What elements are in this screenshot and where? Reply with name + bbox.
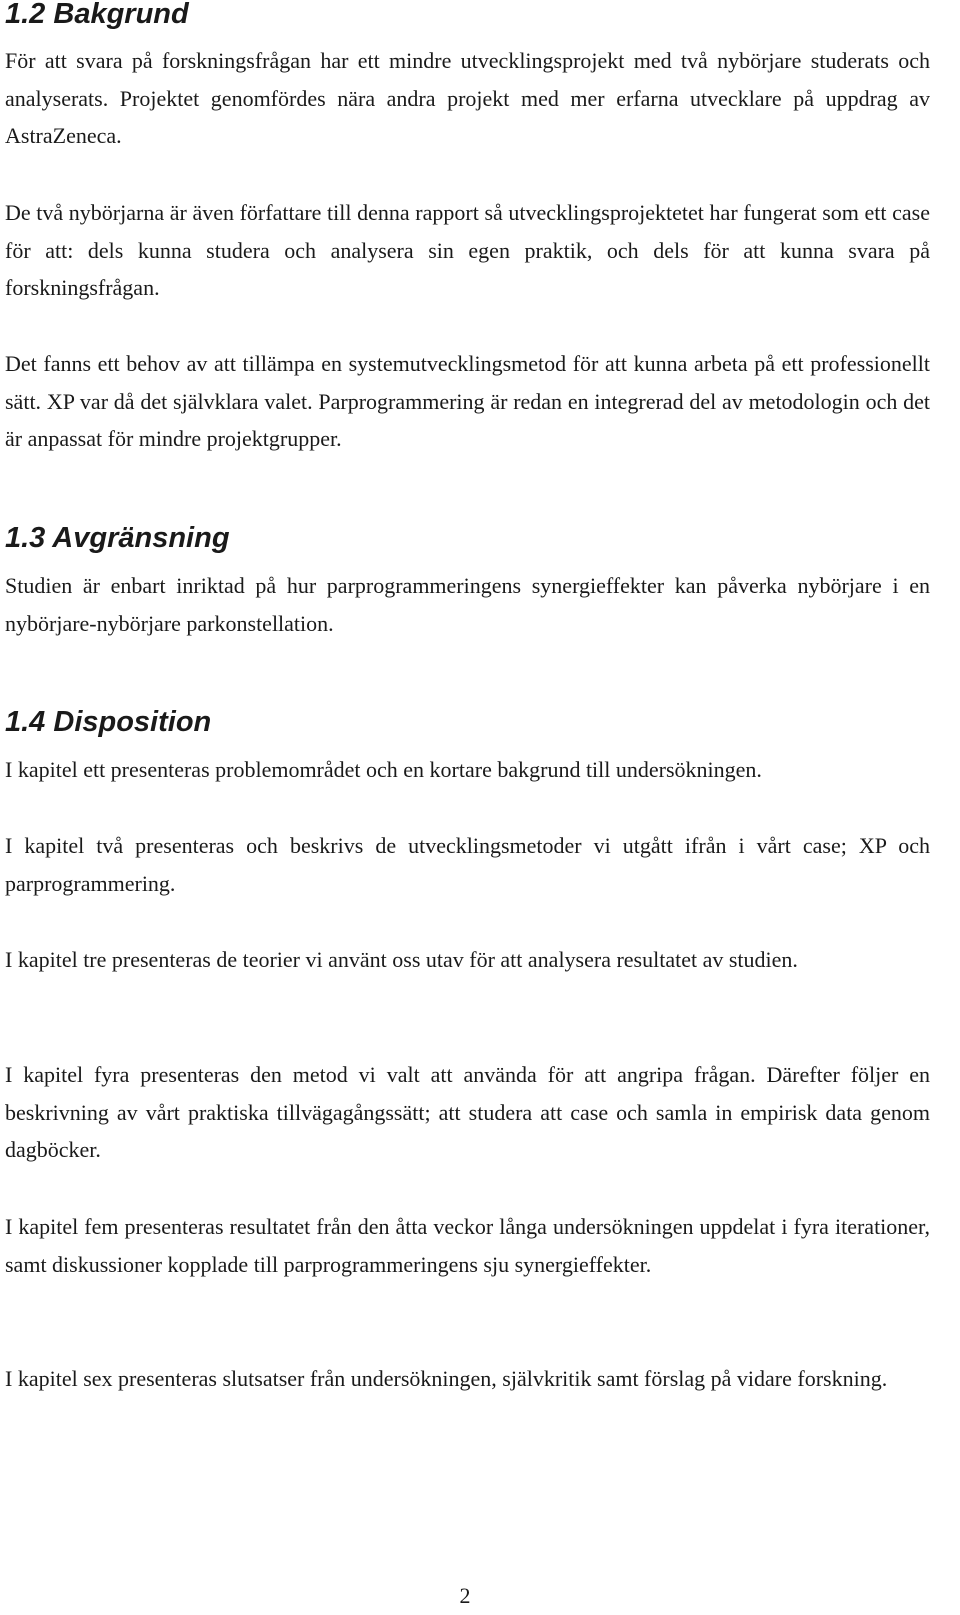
paragraph-disposition-2: I kapitel två presenteras och beskrivs de utvecklingsmetoder vi utgått ifrån i vårt case; XP och parprogrammering. xyxy=(5,833,930,896)
paragraph-bakgrund-1: För att svara på forskningsfrågan har ett mindre utvecklingsprojekt med två nybörjare studerats och analyserats. Projektet genomfördes nära andra projekt med mer erfarna utvecklare på uppdrag av AstraZeneca. xyxy=(5,48,930,148)
section-heading-bakgrund: 1.2 Bakgrund xyxy=(5,0,189,30)
paragraph-disposition-5: I kapitel fem presenteras resultatet från den åtta veckor långa undersökningen uppdelat i fyra iterationer, samt diskussioner kopplade till parprogrammeringens sju synergieffekter. xyxy=(5,1214,930,1277)
page-number: 2 xyxy=(459,1583,471,1608)
paragraph-bakgrund-2: De två nybörjarna är även författare till denna rapport så utvecklingsprojektetet har fungerat som ett case för att: dels kunna studera och analysera sin egen praktik, och dels för att kunna svara på forskningsfrågan. xyxy=(5,200,930,300)
paragraph-disposition-3: I kapitel tre presenteras de teorier vi använt oss utav för att analysera resultatet av studien. xyxy=(5,947,798,972)
section-heading-avgransning: 1.3 Avgränsning xyxy=(5,522,230,554)
paragraph-disposition-1: I kapitel ett presenteras problemområdet och en kortare bakgrund till undersökningen. xyxy=(5,757,762,782)
section-heading-disposition: 1.4 Disposition xyxy=(5,706,212,738)
paragraph-disposition-6: I kapitel sex presenteras slutsatser från undersökningen, självkritik samt förslag på vidare forskning. xyxy=(5,1366,888,1391)
paragraph-avgransning-1: Studien är enbart inriktad på hur parprogrammeringens synergieffekter kan påverka nybörjare i en nybörjare-nybörjare parkonstellation. xyxy=(5,573,930,636)
paragraph-disposition-4: I kapitel fyra presenteras den metod vi valt att använda för att angripa frågan. Därefter följer en beskrivning av vårt praktiska tillvägagångssätt; att studera att case och samla in empirisk data genom dagböcker. xyxy=(5,1062,930,1162)
paragraph-bakgrund-3: Det fanns ett behov av att tillämpa en systemutvecklingsmetod för att kunna arbeta på ett professionellt sätt. XP var då det självklara valet. Parprogrammering är redan en integrerad del av metodologin och det är anpassat för mindre projektgrupper. xyxy=(5,351,930,451)
